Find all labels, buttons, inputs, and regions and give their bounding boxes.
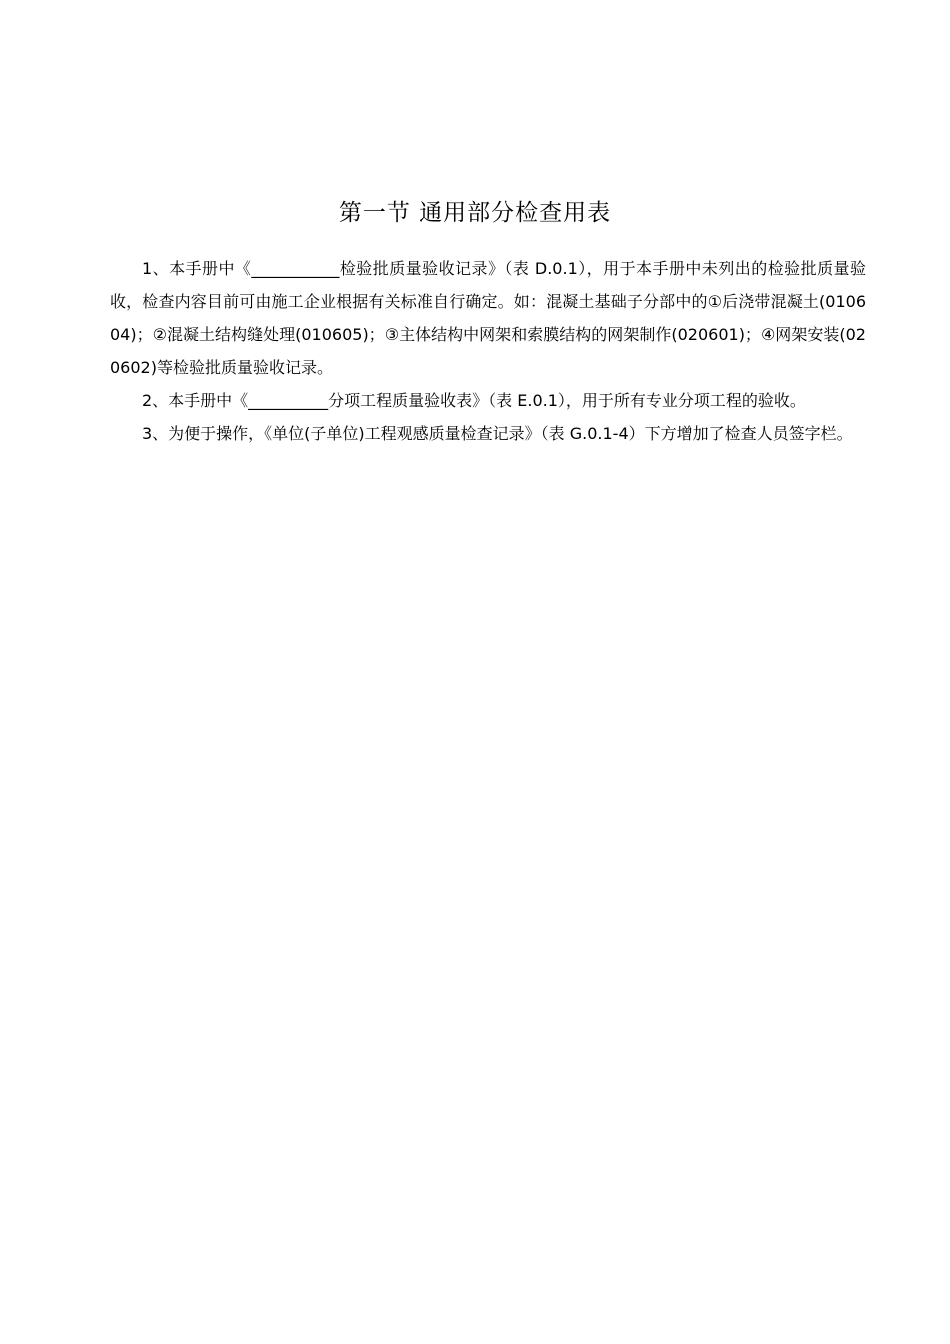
paragraph-3: 3、为便于操作，《单位(子单位)工程观感质量检查记录》（表 G.0.1-4）下方增加了检查人员签字栏。 — [142, 424, 853, 443]
document-body — [110, 252, 866, 450]
section-title: 第一节 通用部分检查用表 — [338, 200, 612, 226]
paragraph-2: 2、本手册中《__________分项工程质量验收表》（表 E.0.1），用于所有专业分项工程的验收。 — [142, 391, 806, 410]
paragraph-1: 1、本手册中《___________检验批质量验收记录》（表 D.0.1），用于本手册中未列出的检验批质量验收，检查内容目前可由施工企业根据有关标准自行确定。如：混凝土基础子分部中的①后浇带混凝土(010604)；②混凝土结构缝处理(010605)；③主体结构中网架和索膜结构的网架制作(020601)；④网架安装(020602)等检验批质量验收记录。 — [110, 259, 866, 377]
